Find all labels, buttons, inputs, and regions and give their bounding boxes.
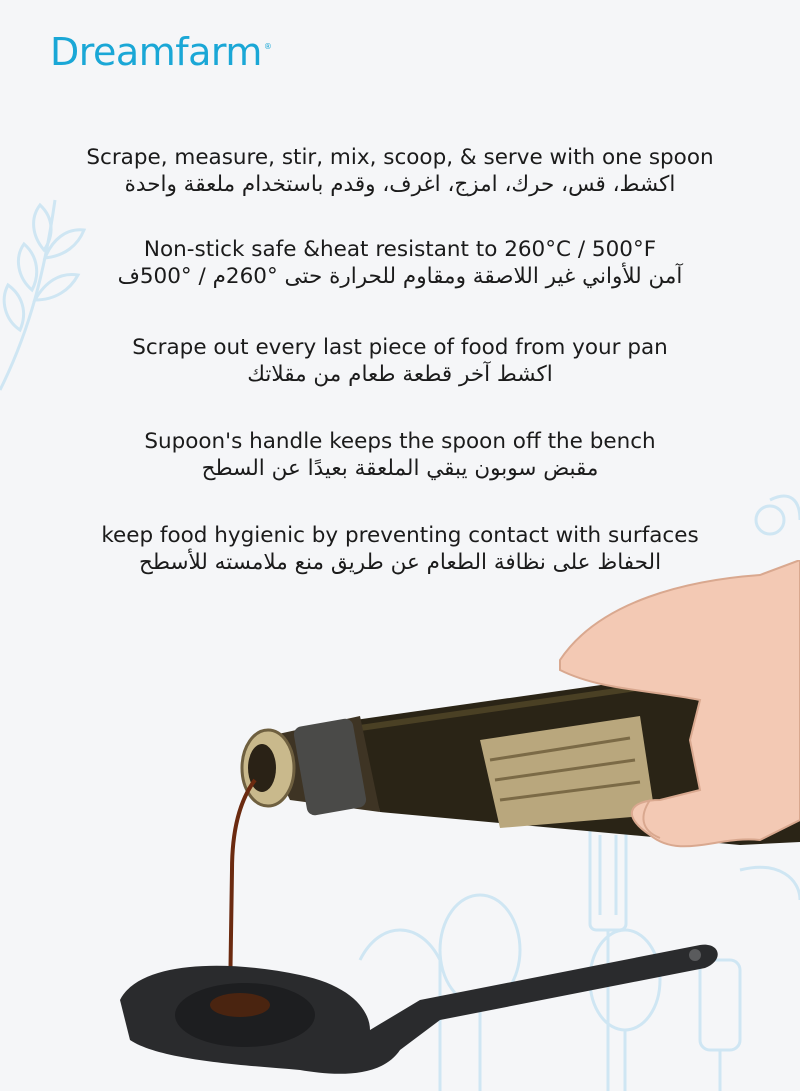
feature-text-ar: الحفاظ على نظافة الطعام عن طريق منع ملامسته للأسطح	[138, 550, 662, 575]
feature-text-en: Scrape out every last piece of food from your pan	[132, 335, 668, 360]
feature-text-en: Supoon's handle keeps the spoon off the bench	[144, 429, 656, 454]
feature-item	[0, 144, 800, 198]
feature-text-ar: مقبض سوبون يبقي الملعقة بعيدًا عن السطح	[201, 456, 599, 481]
feature-item	[0, 334, 800, 388]
feature-item	[0, 428, 800, 482]
brand-logo	[50, 30, 271, 74]
registered-mark: ®	[263, 42, 272, 51]
product-photo	[0, 560, 800, 1091]
feature-text-en: Scrape, measure, stir, mix, scoop, & serve with one spoon	[86, 145, 714, 170]
feature-text-ar: آمن للأواني غير اللاصقة ومقاوم للحرارة حتى °260م / °500ف	[117, 264, 683, 289]
feature-text-ar: اكشط، قس، حرك، امزج، اغرف، وقدم باستخدام ملعقة واحدة	[124, 172, 676, 197]
supoon-spoon	[120, 945, 718, 1074]
feature-text-ar: اكشط آخر قطعة طعام من مقلاتك	[247, 362, 553, 387]
brand-name: Dreamfarm	[50, 30, 262, 74]
feature-text-en: Non-stick safe &heat resistant to 260°C / 500°F	[143, 237, 657, 262]
feature-item	[0, 236, 800, 290]
feature-text-en: keep food hygienic by preventing contact with surfaces	[101, 523, 699, 548]
